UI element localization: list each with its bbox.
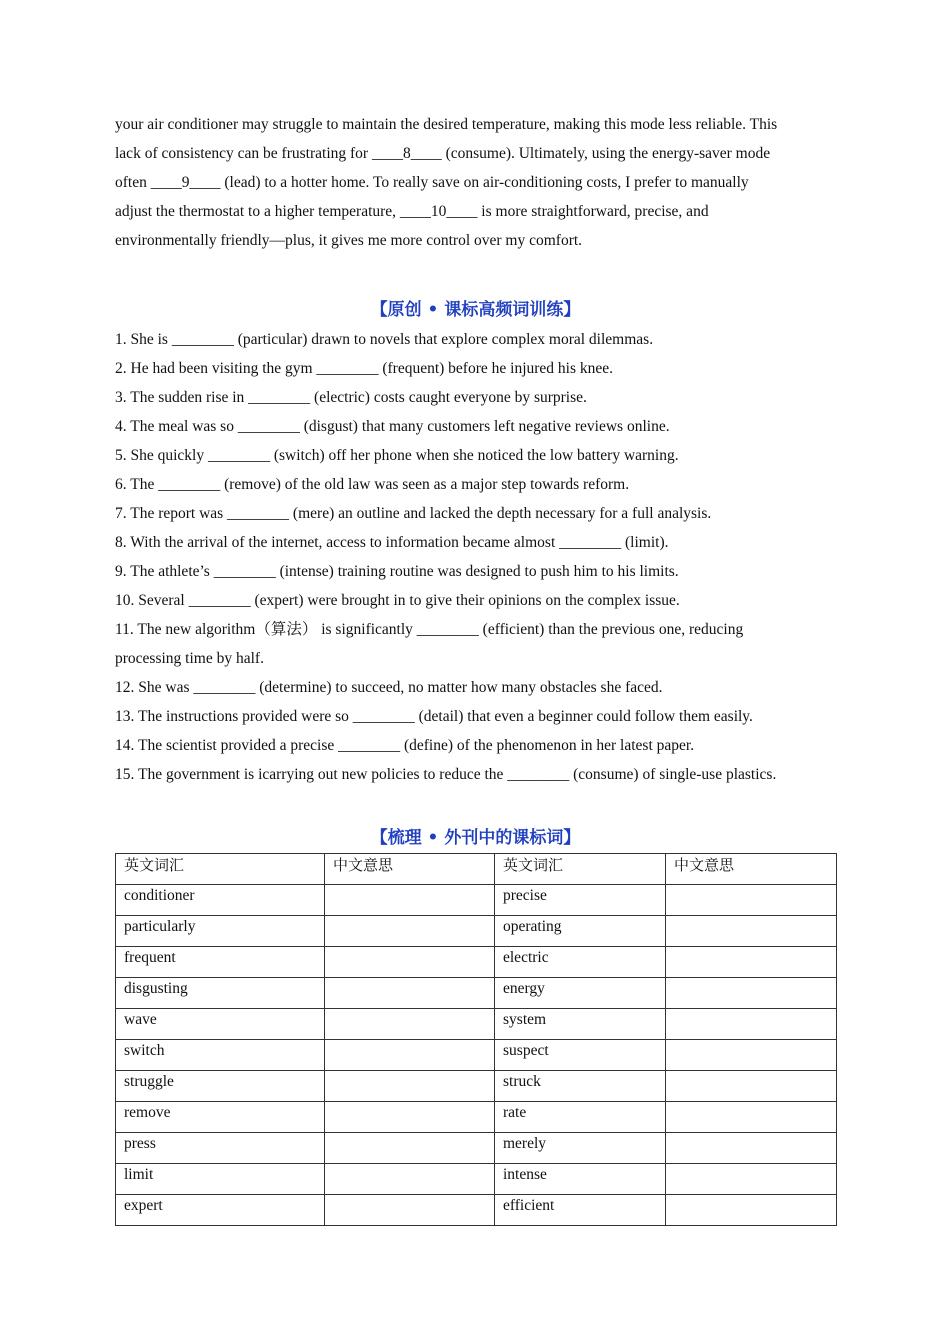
chinese-meaning-cell[interactable]: [325, 1009, 495, 1040]
passage-line: lack of consistency can be frustrating for ____8____ (consume). Ultimately, using the energy-saver mode: [115, 145, 771, 162]
exercise-item: 13. The instructions provided were so ________ (detail) that even a beginner could follow them easily.: [115, 708, 753, 725]
table-row: [116, 947, 837, 978]
chinese-meaning-cell[interactable]: [666, 1102, 837, 1133]
english-word-cell: precise: [495, 885, 666, 916]
table-header-row: [116, 854, 837, 885]
header-chinese-2: 中文意思: [666, 854, 837, 885]
english-word-cell: efficient: [495, 1195, 666, 1226]
chinese-meaning-cell[interactable]: [666, 978, 837, 1009]
exercise-item: 9. The athlete’s ________ (intense) training routine was designed to push him to his limits.: [115, 563, 679, 580]
table-row: [116, 1102, 837, 1133]
chinese-meaning-cell[interactable]: [666, 1009, 837, 1040]
english-word-cell: energy: [495, 978, 666, 1009]
chinese-meaning-cell[interactable]: [325, 885, 495, 916]
english-word-cell: merely: [495, 1133, 666, 1164]
header-chinese-1: 中文意思: [325, 854, 495, 885]
passage-line: environmentally friendly—plus, it gives me more control over my comfort.: [115, 232, 583, 249]
english-word-cell: system: [495, 1009, 666, 1040]
exercise-item: 3. The sudden rise in ________ (electric) costs caught everyone by surprise.: [115, 389, 587, 406]
table-row: [116, 885, 837, 916]
chinese-meaning-cell[interactable]: [325, 916, 495, 947]
table-row: [116, 978, 837, 1009]
exercise-item: 14. The scientist provided a precise ________ (define) of the phenomenon in her latest paper.: [115, 737, 695, 754]
chinese-meaning-cell[interactable]: [325, 1040, 495, 1071]
english-word-cell: operating: [495, 916, 666, 947]
document-page: [115, 110, 836, 1226]
chinese-meaning-cell[interactable]: [666, 1133, 837, 1164]
chinese-meaning-cell[interactable]: [325, 947, 495, 978]
chinese-meaning-cell[interactable]: [666, 1071, 837, 1102]
chinese-meaning-cell[interactable]: [325, 1195, 495, 1226]
exercise-item: 15. The government is icarrying out new policies to reduce the ________ (consume) of single-use plastics.: [115, 766, 777, 783]
english-word-cell: conditioner: [116, 885, 325, 916]
chinese-meaning-cell[interactable]: [325, 1164, 495, 1195]
table-row: [116, 1040, 837, 1071]
exercise-item: 8. With the arrival of the internet, access to information became almost ________ (limit).: [115, 534, 669, 551]
table-row: [116, 1164, 837, 1195]
table-row: [116, 1133, 837, 1164]
english-word-cell: press: [116, 1133, 325, 1164]
vocabulary-table: [115, 853, 837, 1226]
english-word-cell: frequent: [116, 947, 325, 978]
exercise-item: 6. The ________ (remove) of the old law was seen as a major step towards reform.: [115, 476, 630, 493]
chinese-meaning-cell[interactable]: [325, 1133, 495, 1164]
chinese-meaning-cell[interactable]: [666, 947, 837, 978]
exercise-item: 5. She quickly ________ (switch) off her phone when she noticed the low battery warning.: [115, 447, 679, 464]
english-word-cell: suspect: [495, 1040, 666, 1071]
chinese-meaning-cell[interactable]: [666, 1164, 837, 1195]
english-word-cell: switch: [116, 1040, 325, 1071]
table-row: [116, 1009, 837, 1040]
section-title-exercises: 【原创 • 课标高频词训练】: [370, 300, 581, 320]
header-english-2: 英文词汇: [495, 854, 666, 885]
english-word-cell: wave: [116, 1009, 325, 1040]
header-english-1: 英文词汇: [116, 854, 325, 885]
exercise-item: 11. The new algorithm（算法） is significantly ________ (efficient) than the previous one, reducing: [115, 621, 744, 638]
english-word-cell: rate: [495, 1102, 666, 1133]
english-word-cell: disgusting: [116, 978, 325, 1009]
english-word-cell: intense: [495, 1164, 666, 1195]
passage-line: often ____9____ (lead) to a hotter home. To really save on air-conditioning costs, I prefer to manually: [115, 174, 749, 191]
chinese-meaning-cell[interactable]: [325, 1071, 495, 1102]
english-word-cell: particularly: [116, 916, 325, 947]
passage-line: adjust the thermostat to a higher temperature, ____10____ is more straightforward, precise, and: [115, 203, 709, 220]
table-row: [116, 1071, 837, 1102]
exercise-item: 12. She was ________ (determine) to succeed, no matter how many obstacles she faced.: [115, 679, 663, 696]
table-row: [116, 1195, 837, 1226]
chinese-meaning-cell[interactable]: [325, 1102, 495, 1133]
exercise-item: 7. The report was ________ (mere) an outline and lacked the depth necessary for a full analysis.: [115, 505, 712, 522]
section-title-vocabulary: 【梳理 • 外刊中的课标词】: [370, 828, 581, 848]
english-word-cell: electric: [495, 947, 666, 978]
exercise-item: 2. He had been visiting the gym ________ (frequent) before he injured his knee.: [115, 360, 614, 377]
chinese-meaning-cell[interactable]: [325, 978, 495, 1009]
exercise-item: 10. Several ________ (expert) were brought in to give their opinions on the complex issue.: [115, 592, 680, 609]
chinese-meaning-cell[interactable]: [666, 1195, 837, 1226]
chinese-meaning-cell[interactable]: [666, 885, 837, 916]
english-word-cell: struggle: [116, 1071, 325, 1102]
chinese-meaning-cell[interactable]: [666, 1040, 837, 1071]
exercise-item: processing time by half.: [115, 650, 264, 667]
passage-paragraph: [115, 110, 836, 255]
table-row: [116, 916, 837, 947]
exercise-item: 4. The meal was so ________ (disgust) that many customers left negative reviews online.: [115, 418, 670, 435]
english-word-cell: struck: [495, 1071, 666, 1102]
exercise-item: 1. She is ________ (particular) drawn to novels that explore complex moral dilemmas.: [115, 331, 654, 348]
exercise-list: [115, 325, 836, 789]
english-word-cell: expert: [116, 1195, 325, 1226]
english-word-cell: remove: [116, 1102, 325, 1133]
english-word-cell: limit: [116, 1164, 325, 1195]
chinese-meaning-cell[interactable]: [666, 916, 837, 947]
passage-line: your air conditioner may struggle to maintain the desired temperature, making this mode less reliable. This: [115, 116, 778, 133]
